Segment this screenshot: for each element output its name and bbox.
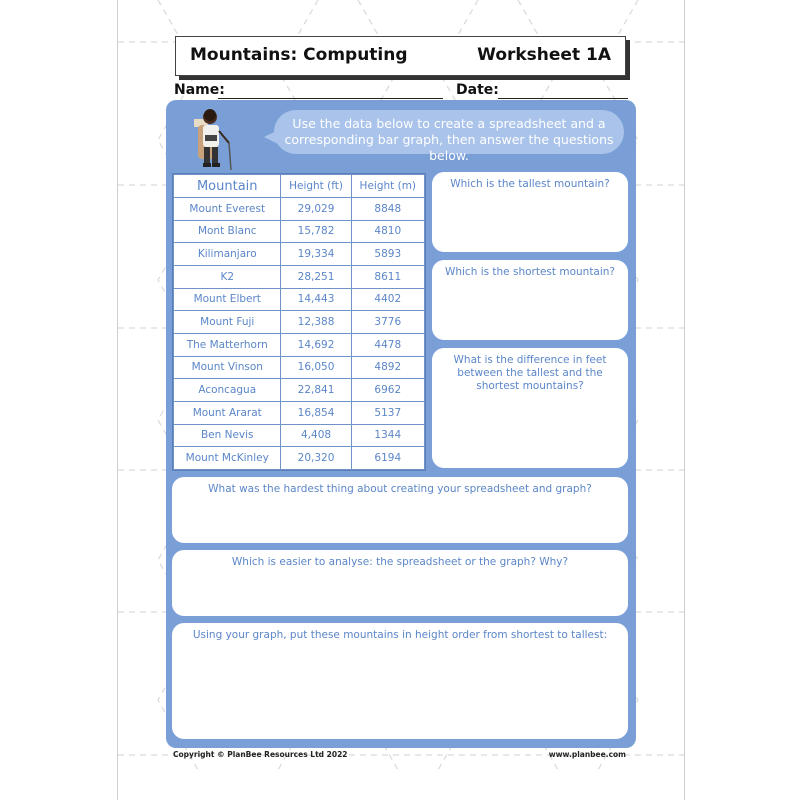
question-easier: Which is easier to analyse: the spreadsheet or the graph? Why?: [231, 556, 569, 568]
table-row: [174, 401, 425, 424]
mountain-name: Mount Vinson: [174, 356, 281, 379]
instructions-bubble: Use the data below to create a spreadsheet and a corresponding bar graph, then answer the questions below.: [274, 110, 624, 154]
question-difference: What is the difference in feet between the tallest and the shortest mountains?: [453, 354, 607, 392]
table-row: [174, 379, 425, 402]
question-hardest: What was the hardest thing about creating your spreadsheet and graph?: [208, 483, 592, 495]
date-line: [498, 98, 628, 99]
hiker-illustration: [191, 105, 251, 175]
column-header-height-ft: Height (ft): [281, 175, 351, 198]
question-shortest: Which is the shortest mountain?: [444, 266, 616, 278]
mountain-name: Mount Everest: [174, 198, 281, 221]
mountain-name: Ben Nevis: [174, 424, 281, 447]
height-ft: 19,334: [281, 243, 351, 266]
title-bar: [175, 36, 626, 76]
mountain-name: Mount Elbert: [174, 288, 281, 311]
table-row: [174, 311, 425, 334]
question-shortest-box[interactable]: [432, 260, 628, 340]
table-row: [174, 447, 425, 470]
height-ft: 14,692: [281, 333, 351, 356]
height-m: 4892: [351, 356, 424, 379]
name-line: [218, 98, 443, 99]
height-ft: 22,841: [281, 379, 351, 402]
height-m: 4478: [351, 333, 424, 356]
mountain-name: Mount McKinley: [174, 447, 281, 470]
table-row: [174, 356, 425, 379]
table-row: [174, 265, 425, 288]
worksheet-number: Worksheet 1A: [477, 45, 611, 65]
height-m: 1344: [351, 424, 424, 447]
content-panel: [166, 100, 636, 748]
worksheet-page: [117, 0, 685, 800]
height-ft: 20,320: [281, 447, 351, 470]
height-m: 3776: [351, 311, 424, 334]
height-m: 6194: [351, 447, 424, 470]
question-tallest: Which is the tallest mountain?: [450, 178, 610, 190]
date-label: Date:: [456, 82, 499, 98]
worksheet-title: Mountains: Computing: [190, 45, 408, 65]
height-ft: 29,029: [281, 198, 351, 221]
table-row: [174, 288, 425, 311]
name-label: Name:: [174, 82, 225, 98]
height-m: 8611: [351, 265, 424, 288]
height-m: 8848: [351, 198, 424, 221]
height-m: 4402: [351, 288, 424, 311]
mountain-name: Mont Blanc: [174, 220, 281, 243]
height-ft: 16,050: [281, 356, 351, 379]
column-header-height-m: Height (m): [351, 175, 424, 198]
mountain-name: K2: [174, 265, 281, 288]
mountain-name: Mount Ararat: [174, 401, 281, 424]
column-header-mountain: Mountain: [174, 175, 281, 198]
copyright-text: Copyright © PlanBee Resources Ltd 2022: [173, 750, 348, 759]
height-ft: 14,443: [281, 288, 351, 311]
question-order: Using your graph, put these mountains in height order from shortest to tallest:: [192, 629, 608, 641]
height-ft: 28,251: [281, 265, 351, 288]
question-hardest-box[interactable]: [172, 477, 628, 543]
table-row: [174, 220, 425, 243]
table-row: [174, 424, 425, 447]
mountain-name: Aconcagua: [174, 379, 281, 402]
mountain-name: Mount Fuji: [174, 311, 281, 334]
website-link[interactable]: www.planbee.com: [548, 750, 626, 759]
question-tallest-box[interactable]: [432, 172, 628, 252]
height-m: 6962: [351, 379, 424, 402]
height-m: 5893: [351, 243, 424, 266]
height-m: 4810: [351, 220, 424, 243]
table-row: [174, 198, 425, 221]
table-row: [174, 333, 425, 356]
mountain-table: [172, 173, 426, 471]
mountain-name: The Matterhorn: [174, 333, 281, 356]
table-row: [174, 243, 425, 266]
height-ft: 15,782: [281, 220, 351, 243]
question-easier-box[interactable]: [172, 550, 628, 616]
height-ft: 12,388: [281, 311, 351, 334]
height-ft: 4,408: [281, 424, 351, 447]
mountain-name: Kilimanjaro: [174, 243, 281, 266]
height-ft: 16,854: [281, 401, 351, 424]
question-difference-box[interactable]: [432, 348, 628, 468]
question-order-box[interactable]: [172, 623, 628, 739]
height-m: 5137: [351, 401, 424, 424]
